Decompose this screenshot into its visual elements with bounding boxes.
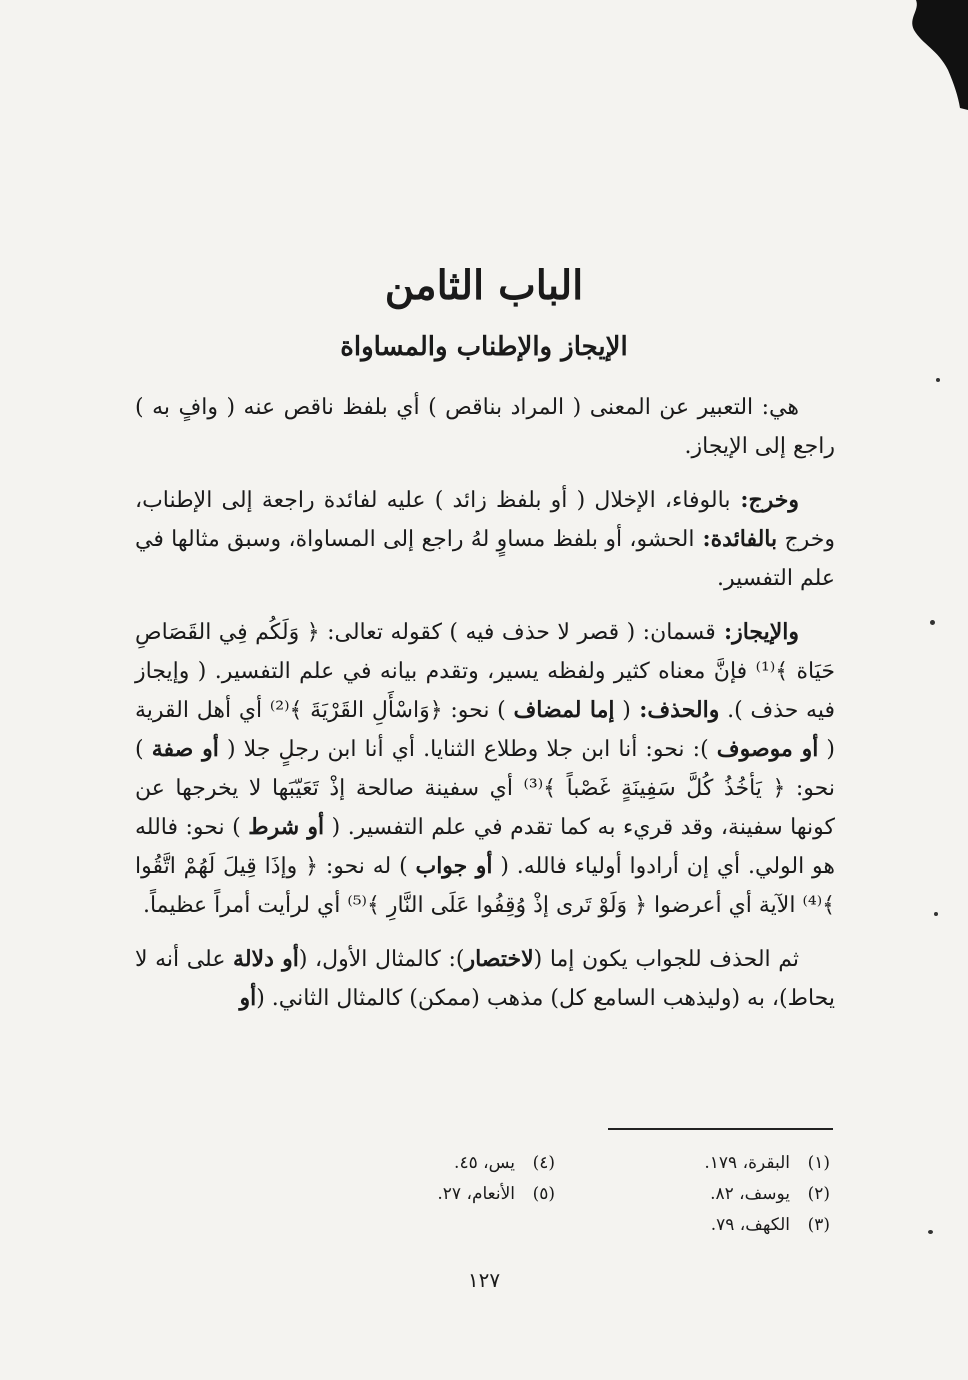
footnote-divider <box>608 1128 833 1130</box>
paragraph <box>135 481 835 598</box>
scan-speck <box>936 378 940 382</box>
paragraph <box>135 388 835 466</box>
footnote-number: (٢) <box>807 1184 830 1204</box>
text-run: ): كالمثال الأول، ( <box>298 947 465 972</box>
footnote-text: البقرة، ١٧٩. <box>704 1153 790 1173</box>
bold-term: أو <box>239 985 257 1011</box>
text-run: هي: التعبير عن المعنى ( المراد بناقص ) أي بلفظ ناقص عنه ( وافٍ به ) راجع إلى الإيجاز. <box>135 395 835 459</box>
main-text <box>135 388 835 1033</box>
footnote-text: يوسف، ٨٢. <box>710 1184 790 1204</box>
bold-term: بالفائدة: <box>694 526 778 552</box>
bold-term: أو موصوف <box>716 736 819 762</box>
bold-term: أو شرط <box>248 814 325 840</box>
footnote <box>320 1148 555 1179</box>
bold-term: أو صفة <box>151 736 219 762</box>
footnote-number: (٤) <box>532 1153 555 1173</box>
text-run: قسمان: ( قصر لا حذف فيه ) كقوله تعالى: ﴿ وَلَكُم فِي القَصَاصِ حَيَاة ﴾⁽¹⁾ فإنَّ معناه كثير ولفظه يسير، وتقدم بيانه في علم التفسير. ( وإيجاز فيه حذف ). <box>135 620 836 723</box>
paragraph <box>135 613 835 925</box>
text-run: ) نحو: ﴿ يَأخُذُ كُلَّ سَفِينَةٍ غَصْباً ﴾⁽³⁾ أي سفينة صالحة إذْ تَعَيّبَها لا يخرجها عن كونها سفينة، وقد قريء به كما تقدم في علم التفسير. ( <box>135 737 835 840</box>
chapter-title: الباب الثامن <box>384 262 584 309</box>
paragraph <box>135 940 835 1018</box>
footnote-text: الكهف، ٧٩. <box>710 1215 790 1235</box>
bold-term: أو جواب <box>415 853 493 879</box>
footnote <box>595 1179 830 1210</box>
text-run: ) نحو: فالله هو الولي. أي إن أرادوا أولياء فالله. ( <box>135 815 836 879</box>
text-run: ( <box>614 698 631 723</box>
bold-term: والحذف: <box>630 697 720 723</box>
footnote-number: (٥) <box>532 1184 555 1204</box>
scan-speck <box>930 620 935 625</box>
scan-speck <box>934 912 938 916</box>
footnote <box>320 1179 555 1210</box>
footnote <box>595 1210 830 1241</box>
footnote-number: (٣) <box>807 1215 830 1235</box>
chapter-subtitle: الإيجاز والإطناب والمساواة <box>340 332 628 362</box>
page-number: ١٢٧ <box>467 1268 501 1292</box>
footnote-text: يس، ٤٥. <box>454 1153 515 1173</box>
text-run: الحشو، أو بلفظ مساوٍ لهُ راجع إلى المساواة، وسبق مثالها في علم التفسير. <box>135 527 835 591</box>
footnote-number: (١) <box>807 1153 830 1173</box>
footnote-text: الأنعام، ٢٧. <box>437 1184 515 1204</box>
text-run: ) له نحو: ﴿ وإذَا قِيلَ لَهُمْ اتَّقُوا ﴾⁽⁴⁾ الآية أي أعرضوا ﴿ وَلَوْ تَرى إذْ وُقِفُوا عَلَى النَّارِ ﴾⁽⁵⁾ أي لرأيت أمراً عظيماً. <box>135 854 835 918</box>
scan-shadow-corner <box>898 0 968 110</box>
bold-term: لاختصار <box>464 946 534 972</box>
bold-term: إما لمضاف <box>513 697 615 723</box>
text-run: على أنه لا يحاط)، به (وليذهب السامع كل) مذهب (ممكن) كالمثال الثاني. ( <box>135 947 835 1011</box>
scan-speck <box>928 1230 933 1234</box>
footnotes-list <box>320 1148 830 1241</box>
text-run: ) نحو: ﴿وَاسْأَلِ القَرْيَةَ ﴾⁽²⁾ أي أهل القرية ( <box>135 698 836 762</box>
bold-term: وخرج: <box>730 487 800 513</box>
text-run: ): نحو: أنا ابن جلا وطلاع الثنايا. أي أنا ابن رجلٍ جلا ( <box>218 737 717 762</box>
bold-term: أو دلالة <box>233 946 299 972</box>
text-run: بالوفاء، الإخلال ( أو بلفظ زائد ) عليه لفائدة راجعة إلى الإطناب، وخرج <box>135 488 836 552</box>
bold-term: والإيجاز: <box>715 619 799 645</box>
text-run: ثم الحذف للجواب يكون إما ( <box>533 947 800 972</box>
footnote <box>595 1148 830 1179</box>
